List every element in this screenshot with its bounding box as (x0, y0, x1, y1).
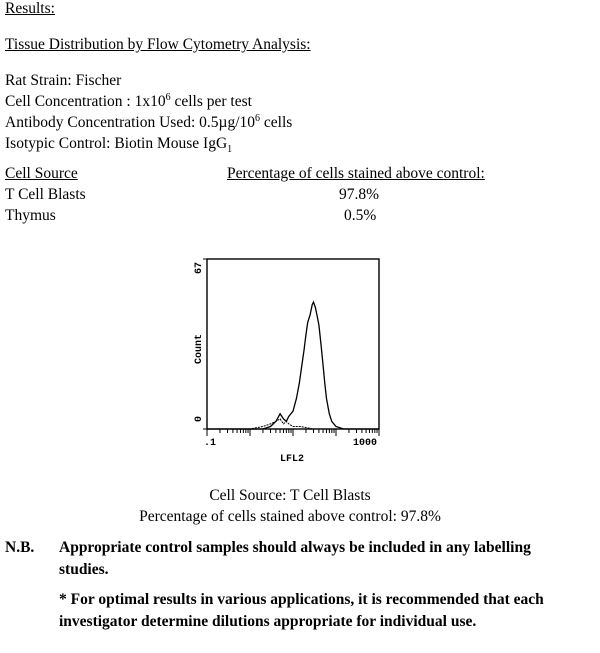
x-axis-title: LFL2 (280, 454, 305, 465)
rat-strain: Rat Strain: Fischer (5, 72, 122, 89)
histogram-figure (185, 252, 395, 467)
optimal-text: * For optimal results in various applications, it is recommended that each investigator determine dilutions appropriate for individual use. (59, 591, 544, 630)
nb-label: N.B. (5, 539, 35, 556)
y-zero-label: 0 (194, 415, 205, 422)
table-row-percent: 0.5% (344, 207, 377, 224)
plot-frame (207, 259, 379, 429)
y-axis-title: Count (194, 333, 205, 364)
isotypic-control: Isotypic Control: Biotin Mouse IgG$_1$ (5, 135, 233, 156)
x-max-label: 1000 (353, 438, 378, 449)
col-header-source: Cell Source (5, 165, 78, 182)
table-row-source: Thymus (5, 207, 56, 224)
x-tick-marks (207, 429, 379, 436)
col-header-percent: Percentage of cells stained above control: (227, 165, 485, 182)
antibody-concentration: Antibody Concentration Used: $0.5\mu g/10^6$ cells (5, 112, 293, 131)
table-row-percent: 97.8% (339, 186, 380, 203)
caption-percent: Percentage of cells stained above control: 97.8% (139, 508, 441, 525)
x-min-label: .1 (204, 438, 217, 449)
cell-concentration: Cell Concentration : $1x10^6$ cells per test (5, 91, 252, 110)
table-row-source: T Cell Blasts (5, 186, 86, 203)
caption-source: Cell Source: T Cell Blasts (209, 487, 371, 504)
section-title: Tissue Distribution by Flow Cytometry Analysis: (5, 36, 311, 53)
series-line-control (207, 419, 379, 429)
nb-text: Appropriate control samples should always be included in any labelling studies. (59, 539, 531, 578)
results-heading: Results: (5, 0, 55, 17)
y-top-label: 67 (194, 261, 205, 274)
series-line-t-cell-blasts (207, 302, 379, 429)
